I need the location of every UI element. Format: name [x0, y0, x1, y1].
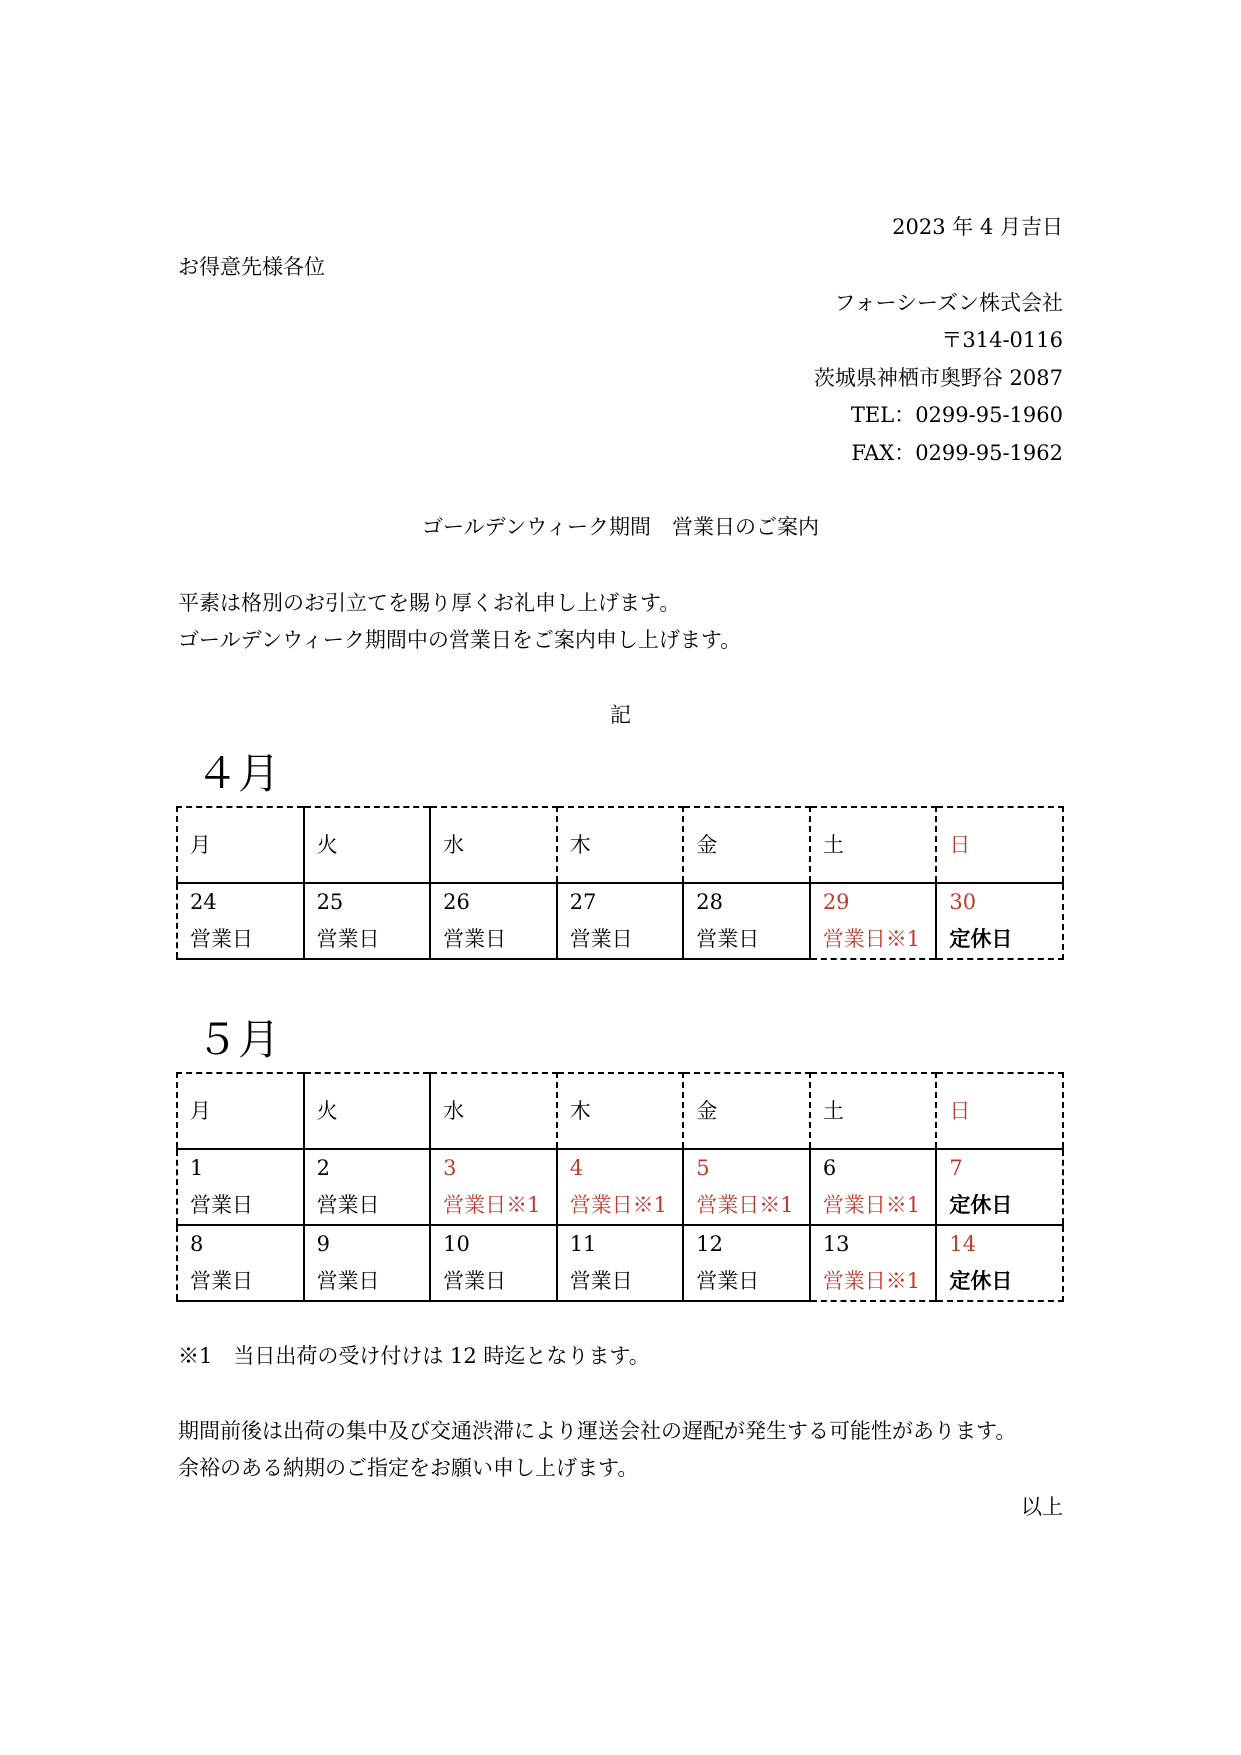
day-cell [810, 1225, 937, 1301]
day-cell [557, 1225, 684, 1301]
day-status: 営業日※1 [822, 1269, 921, 1293]
day-status: 営業日※1 [822, 1193, 921, 1217]
day-status: 営業日 [696, 1269, 760, 1293]
day-cell [683, 1149, 810, 1225]
day-cell [936, 883, 1063, 959]
day-number: 25 [316, 890, 344, 914]
sender-tel: TEL：0299-95-1960 [850, 403, 1063, 427]
weekday-sun: 日 [936, 807, 1063, 883]
weekday-header-row [177, 807, 1063, 883]
day-number: 24 [190, 890, 217, 914]
day-status: 営業日 [190, 1193, 253, 1217]
day-status: 定休日 [949, 927, 1013, 951]
april-heading: ４月 [196, 749, 281, 798]
day-status: 定休日 [949, 1193, 1013, 1217]
day-status: 営業日※1 [443, 1193, 541, 1217]
day-number: 14 [949, 1232, 977, 1256]
day-cell [430, 1225, 557, 1301]
day-cell [936, 1225, 1063, 1301]
day-status: 営業日 [316, 1193, 380, 1217]
day-status: 営業日 [443, 1269, 507, 1293]
weekday-tue: 火 [304, 1073, 431, 1149]
recipient: お得意先様各位 [178, 255, 325, 279]
day-number: 12 [696, 1232, 723, 1256]
calendar-week-row [177, 883, 1063, 959]
sender-company: フォーシーズン株式会社 [834, 291, 1063, 315]
weekday-sat: 土 [810, 1073, 937, 1149]
april-calendar [176, 806, 1064, 960]
day-number: 13 [822, 1232, 850, 1256]
day-number: 5 [696, 1156, 710, 1180]
day-status: 営業日 [190, 1269, 253, 1293]
day-number: 11 [569, 1232, 597, 1256]
weekday-mon: 月 [177, 807, 304, 883]
day-status: 営業日 [316, 1269, 380, 1293]
calendar-week-row [177, 1225, 1063, 1301]
weekday-sun: 日 [936, 1073, 1063, 1149]
day-status: 営業日 [443, 927, 507, 951]
day-number: 30 [949, 890, 977, 914]
day-number: 2 [316, 1156, 330, 1180]
day-cell [810, 1149, 937, 1225]
day-number: 29 [822, 890, 850, 914]
day-cell [304, 1225, 431, 1301]
day-cell [810, 883, 937, 959]
document-date: 2023 年 4 月吉日 [892, 215, 1063, 239]
weekday-mon: 月 [177, 1073, 304, 1149]
day-cell [430, 883, 557, 959]
weekday-wed: 水 [430, 1073, 557, 1149]
day-number: 6 [822, 1156, 837, 1180]
may-heading: ５月 [196, 1015, 281, 1064]
closing-end-mark: 以上 [1021, 1495, 1063, 1519]
day-number: 28 [696, 890, 723, 914]
weekday-thu: 木 [557, 807, 684, 883]
weekday-fri: 金 [683, 1073, 810, 1149]
sender-fax: FAX：0299-95-1962 [851, 441, 1063, 465]
day-cell [683, 1225, 810, 1301]
weekday-sat: 土 [810, 807, 937, 883]
document-title: ゴールデンウィーク期間 営業日のご案内 [422, 515, 819, 539]
day-number: 8 [190, 1232, 204, 1256]
day-cell [683, 883, 810, 959]
closing-line-1: 期間前後は出荷の集中及び交通渋滞により運送会社の遅配が発生する可能性があります。 [178, 1419, 1017, 1443]
weekday-header-row [177, 1073, 1063, 1149]
ki-marker: 記 [610, 703, 631, 727]
day-status: 営業日※1 [822, 927, 921, 951]
footnote: ※1 当日出荷の受け付けは 12 時迄となります。 [178, 1344, 650, 1368]
day-number: 26 [443, 890, 470, 914]
day-number: 7 [949, 1156, 963, 1180]
calendar-week-row [177, 1149, 1063, 1225]
weekday-tue: 火 [304, 807, 431, 883]
day-status: 定休日 [949, 1269, 1013, 1293]
day-cell [304, 883, 431, 959]
day-cell [177, 1225, 304, 1301]
weekday-wed: 水 [430, 807, 557, 883]
day-cell [304, 1149, 431, 1225]
day-status: 営業日 [316, 927, 380, 951]
sender-postal: 〒314-0116 [941, 328, 1063, 352]
day-cell [557, 1149, 684, 1225]
day-number: 9 [316, 1232, 330, 1256]
day-number: 27 [569, 890, 597, 914]
sender-address: 茨城県神栖市奥野谷 2087 [813, 366, 1063, 390]
day-status: 営業日 [696, 927, 760, 951]
day-cell [936, 1149, 1063, 1225]
day-number: 3 [443, 1156, 457, 1180]
day-number: 4 [569, 1156, 584, 1180]
day-status: 営業日 [569, 1269, 633, 1293]
weekday-fri: 金 [683, 807, 810, 883]
day-status: 営業日 [190, 927, 253, 951]
day-status: 営業日※1 [569, 1193, 668, 1217]
intro-line-1: 平素は格別のお引立てを賜り厚くお礼申し上げます。 [178, 591, 681, 615]
day-cell [557, 883, 684, 959]
day-status: 営業日※1 [696, 1193, 794, 1217]
day-status: 営業日 [569, 927, 633, 951]
weekday-thu: 木 [557, 1073, 684, 1149]
intro-line-2: ゴールデンウィーク期間中の営業日をご案内申し上げます。 [178, 628, 742, 652]
day-number: 1 [190, 1156, 204, 1180]
day-cell [177, 883, 304, 959]
day-number: 10 [443, 1232, 470, 1256]
closing-line-2: 余裕のある納期のご指定をお願い申し上げます。 [178, 1456, 639, 1480]
may-calendar [176, 1072, 1064, 1302]
day-cell [430, 1149, 557, 1225]
day-cell [177, 1149, 304, 1225]
